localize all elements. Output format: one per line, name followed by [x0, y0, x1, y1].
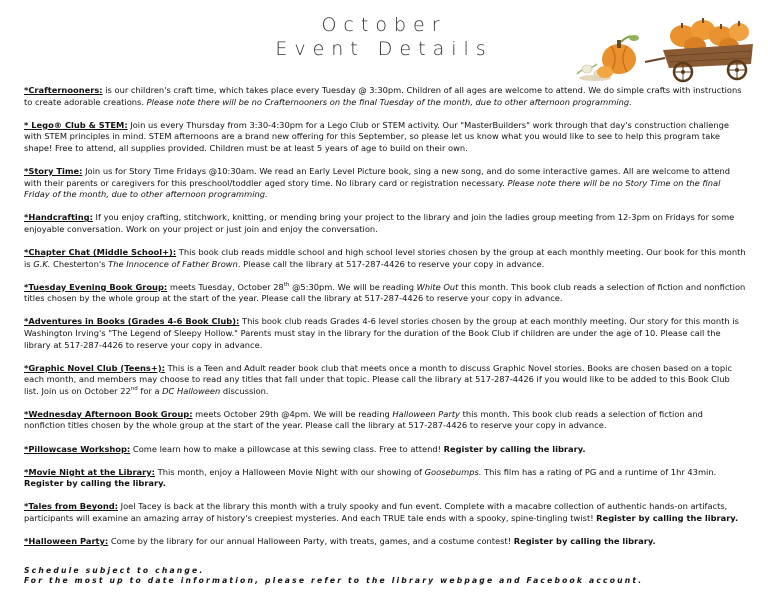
event-description: Join us for Story Time Fridays @10:30am. We read an Early Level Picture book, sing a new song, and do some interactive games. All are welcome to attend with their parents or caregivers for this preschool/toddler aged story time. No library card or registration necessary.: [24, 165, 730, 188]
event-halloween-party: [24, 536, 746, 548]
event-description: meets October 29th @4pm. We will be reading: [192, 408, 393, 419]
event-graphic-novel-club: [24, 363, 746, 398]
event-heading: *Pillowcase Workshop:: [24, 443, 131, 454]
footer-note: [24, 566, 754, 586]
page-title: October: [321, 14, 447, 36]
footer-line-schedule: Schedule subject to change.: [24, 566, 205, 575]
event-description: This month, enjoy a Halloween Movie Night with our showing of: [154, 466, 425, 477]
event-heading: *Crafternooners:: [24, 85, 103, 95]
event-crafternooners: [24, 85, 746, 108]
event-chapter-chat: [24, 247, 746, 270]
book-title: White Out: [416, 281, 459, 292]
event-pillowcase-workshop: [24, 444, 746, 456]
event-heading: *Story Time:: [24, 165, 83, 176]
event-description: discussion.: [220, 385, 269, 396]
ordinal-suffix: th: [283, 281, 290, 288]
event-heading: *Chapter Chat (Middle School+):: [24, 246, 177, 257]
book-title: Halloween Party: [392, 408, 460, 419]
event-heading: *Halloween Party:: [24, 536, 109, 547]
event-description: Join us every Thursday from 3:30-4:30pm for a Lego Club or STEM activity. Our "MasterBuilders" work through that day's construction challenge with STEM principles in mind. STEM afternoons are a brand new offering for this September, so please let us know what you would like to see to help this program take shape! Free to attend, all supplies provided. Children must be at least 5 years of age to build on their own.: [24, 119, 729, 153]
registration-note: Register by calling the library.: [24, 478, 166, 489]
event-description: Chesterton's: [50, 258, 109, 269]
event-handcrafting: [24, 212, 746, 235]
event-heading: *Wednesday Afternoon Book Group:: [24, 408, 193, 419]
event-description: This book club reads Grades 4-6 level stories chosen by the group at each monthly meeting. Our story for this month is Washington Irving's "The Legend of Sleepy Hollow." Parents must stay in the library for the duration of the Book Club if children are under the age of 10. Please call the library at 517-287-4426 to reserve your copy in advance.: [24, 316, 739, 350]
event-note: Please note there will be no Story Time on the final Friday of the month, due to other afternoon programming.: [24, 177, 721, 200]
event-lego-club: [24, 120, 746, 155]
event-movie-night: [24, 467, 746, 490]
event-description: is our children's craft time, which takes place every Tuesday @ 3:30pm. Children of all ages are welcome to attend. We do simple crafts with instructions to create adorable creations.: [24, 85, 742, 107]
event-description: meets Tuesday, October 28: [167, 281, 284, 292]
event-wednesday-book-group: [24, 409, 746, 432]
event-list: [24, 85, 746, 559]
movie-title: Goosebumps.: [424, 466, 482, 477]
ordinal-suffix: nd: [130, 386, 138, 393]
registration-note: Register by calling the library.: [596, 512, 739, 523]
event-tales-from-beyond: [24, 501, 746, 524]
page-subtitle: Event Details: [275, 38, 493, 60]
event-tuesday-book-group: [24, 282, 746, 305]
event-note: Please note there will be no Crafternooners on the final Tuesday of the month, due to other afternoon programming.: [146, 96, 632, 107]
event-description: If you enjoy crafting, stitchwork, knitting, or mending bring your project to the library and join the ladies group meeting from 12-3pm on Fridays for some enjoyable conversation. Work on your project or just join and enjoy the conversation.: [24, 212, 735, 234]
pumpkin-wagon-icon: [575, 14, 755, 84]
book-title: DC Halloween: [162, 385, 221, 396]
event-description: this month. This book club reads a selection of fiction and nonfiction titles chosen by the whole group at the start of the year. Please call the library at 517-287-4426 to reserve your copy in advance.: [24, 408, 703, 431]
event-description: This is a Teen and Adult reader book club that meets once a month to discuss Graphic Novel stories. Books are chosen based on a topic each month, and members may choose to read any titles that fall under that topic. Please call the library at 517-287-4426 if you would like to be added to this Book Club list. Join us on October 22: [24, 362, 733, 396]
event-story-time: [24, 166, 746, 201]
registration-note: Register by calling the library.: [513, 536, 656, 547]
footer-line-info: For the most up to date information, please refer to the library webpage and Facebook account.: [24, 576, 644, 585]
event-heading: *Handcrafting:: [24, 212, 93, 223]
registration-note: Register by calling the library.: [443, 443, 586, 454]
event-heading: *Graphic Novel Club (Teens+):: [24, 362, 165, 373]
event-description: Come learn how to make a pillowcase at this sewing class. Free to attend!: [130, 443, 444, 454]
book-title: The Innocence of Father Brown: [108, 258, 238, 269]
event-description: Joel Tacey is back at the library this month with a truly spooky and fun event. Complete with a macabre collection of authentic hands-on artifacts, participants will examine an amazing array of history's creepiest mysteries. And each TRUE tale ends with a spooky, spine-tingling twist!: [24, 501, 728, 523]
event-adventures-in-books: [24, 316, 746, 351]
event-heading: *Movie Night at the Library:: [24, 466, 155, 477]
event-description: @5:30pm. We will be reading: [289, 281, 417, 292]
event-description: for a: [137, 385, 163, 396]
event-description: This film has a rating of PG and a runtime of 1hr 43min.: [481, 466, 717, 477]
event-description: this month. This book club reads a selection of fiction and nonfiction titles chosen by the whole group at the start of the year. Please call the library at 517-287-4426 to reserve your copy in advance.: [24, 281, 746, 304]
event-heading: *Adventures in Books (Grades 4-6 Book Club):: [24, 316, 240, 327]
event-heading: * Lego® Club & STEM:: [24, 119, 128, 130]
author-name: G.K.: [33, 258, 51, 269]
event-description: This book club reads middle school and high school level stories chosen by the group at each monthly meeting. Our book for this month is: [24, 246, 746, 269]
event-description: Come by the library for our annual Halloween Party, with treats, games, and a costume contest!: [108, 536, 514, 547]
event-description: . Please call the library at 517-287-4426 to reserve your copy in advance.: [237, 258, 545, 269]
event-heading: *Tuesday Evening Book Group:: [24, 281, 168, 292]
event-heading: *Tales from Beyond:: [24, 501, 118, 512]
